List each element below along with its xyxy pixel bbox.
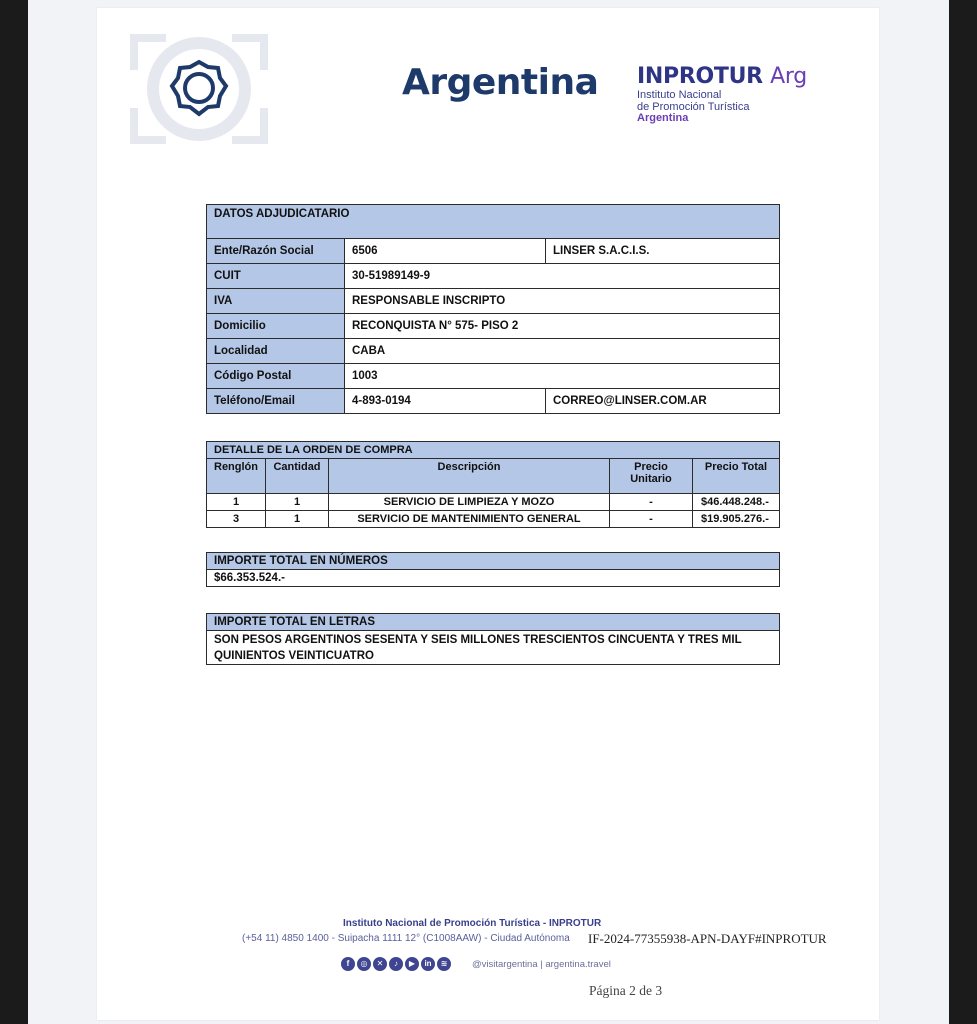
social-icons [341, 957, 451, 971]
orden-title: DETALLE DE LA ORDEN DE COMPRA [207, 442, 780, 459]
importe-letras-value: SON PESOS ARGENTINOS SESENTA Y SEIS MILLONES TRESCIENTOS CINCUENTA Y TRES MIL QUINIENTOS VEINTICUATRO [207, 631, 780, 665]
header-cantidad: Cantidad [266, 459, 329, 494]
header-precio-total: Precio Total [693, 459, 780, 494]
row-label: CUIT [207, 264, 345, 289]
cell-precio-total: $19.905.276.- [693, 511, 780, 528]
row-extra: CORREO@LINSER.COM.AR [546, 389, 780, 414]
left-frame [0, 0, 28, 1024]
inprotur-arg: Arg [770, 64, 807, 89]
row-value: RESPONSABLE INSCRIPTO [345, 289, 780, 314]
orden-table [206, 441, 780, 528]
adjudicatario-title: DATOS ADJUDICATARIO [207, 205, 780, 239]
spotify-icon: ≋ [437, 957, 451, 971]
importe-numeros-title: IMPORTE TOTAL EN NÚMEROS [207, 553, 780, 570]
cell-descripcion: SERVICIO DE LIMPIEZA Y MOZO [329, 494, 610, 511]
right-frame [949, 0, 977, 1024]
facebook-icon: f [341, 957, 355, 971]
table-row [207, 339, 780, 364]
table-row [207, 364, 780, 389]
table-row [207, 289, 780, 314]
row-value: 6506 [345, 239, 546, 264]
document-id: IF-2024-77355938-APN-DAYF#INPROTUR [588, 931, 827, 946]
cell-cantidad: 1 [266, 494, 329, 511]
page-number: Página 2 de 3 [589, 983, 663, 998]
instagram-icon: ◎ [357, 957, 371, 971]
importe-letras-title: IMPORTE TOTAL EN LETRAS [207, 614, 780, 631]
row-value: 4-893-0194 [345, 389, 546, 414]
tiktok-icon: ♪ [389, 957, 403, 971]
inprotur-line2: de Promoción Turística [637, 100, 750, 113]
cell-precio-unitario: - [610, 511, 693, 528]
header-precio-unitario: Precio Unitario [610, 459, 693, 494]
table-row [207, 494, 780, 511]
linkedin-icon: in [421, 957, 435, 971]
footer-address: (+54 11) 4850 1400 - Suipacha 1111 12° (C1008AAW) - Ciudad Autónoma [242, 933, 570, 944]
cell-descripcion: SERVICIO DE MANTENIMIENTO GENERAL [329, 511, 610, 528]
row-label: IVA [207, 289, 345, 314]
row-value: 1003 [345, 364, 780, 389]
table-row [207, 389, 780, 414]
header-descripcion: Descripción [329, 459, 610, 494]
row-value: CABA [345, 339, 780, 364]
cell-precio-total: $46.448.248.- [693, 494, 780, 511]
inprotur-logo [637, 64, 807, 125]
row-label: Ente/Razón Social [207, 239, 345, 264]
row-value: 30-51989149-9 [345, 264, 780, 289]
table-row [207, 314, 780, 339]
youtube-icon: ▶ [405, 957, 419, 971]
importe-numeros-value: $66.353.524.- [207, 570, 780, 587]
footer-org: Instituto Nacional de Promoción Turística - INPROTUR [343, 918, 602, 929]
inprotur-main: INPROTUR [637, 64, 763, 89]
inprotur-line3: Argentina [637, 112, 689, 124]
inprotur-line1: Instituto Nacional [637, 89, 722, 101]
row-label: Domicilio [207, 314, 345, 339]
row-value: RECONQUISTA N° 575- PISO 2 [345, 314, 780, 339]
orden-header-row [207, 459, 780, 494]
row-extra: LINSER S.A.C.I.S. [546, 239, 780, 264]
header-renglon: Renglón [207, 459, 266, 494]
x-icon: ✕ [373, 957, 387, 971]
table-row [207, 511, 780, 528]
argentina-brand: Argentina [402, 62, 599, 103]
cell-renglon: 3 [207, 511, 266, 528]
adjudicatario-table [206, 204, 780, 414]
cell-renglon: 1 [207, 494, 266, 511]
row-label: Localidad [207, 339, 345, 364]
importe-letras-table [206, 613, 780, 665]
row-label: Código Postal [207, 364, 345, 389]
cell-precio-unitario: - [610, 494, 693, 511]
footer-web: @visitargentina | argentina.travel [472, 959, 611, 970]
importe-numeros-table [206, 552, 780, 587]
table-row [207, 239, 780, 264]
cell-cantidad: 1 [266, 511, 329, 528]
table-row [207, 264, 780, 289]
row-label: Teléfono/Email [207, 389, 345, 414]
sun-logo-icon [130, 34, 268, 144]
